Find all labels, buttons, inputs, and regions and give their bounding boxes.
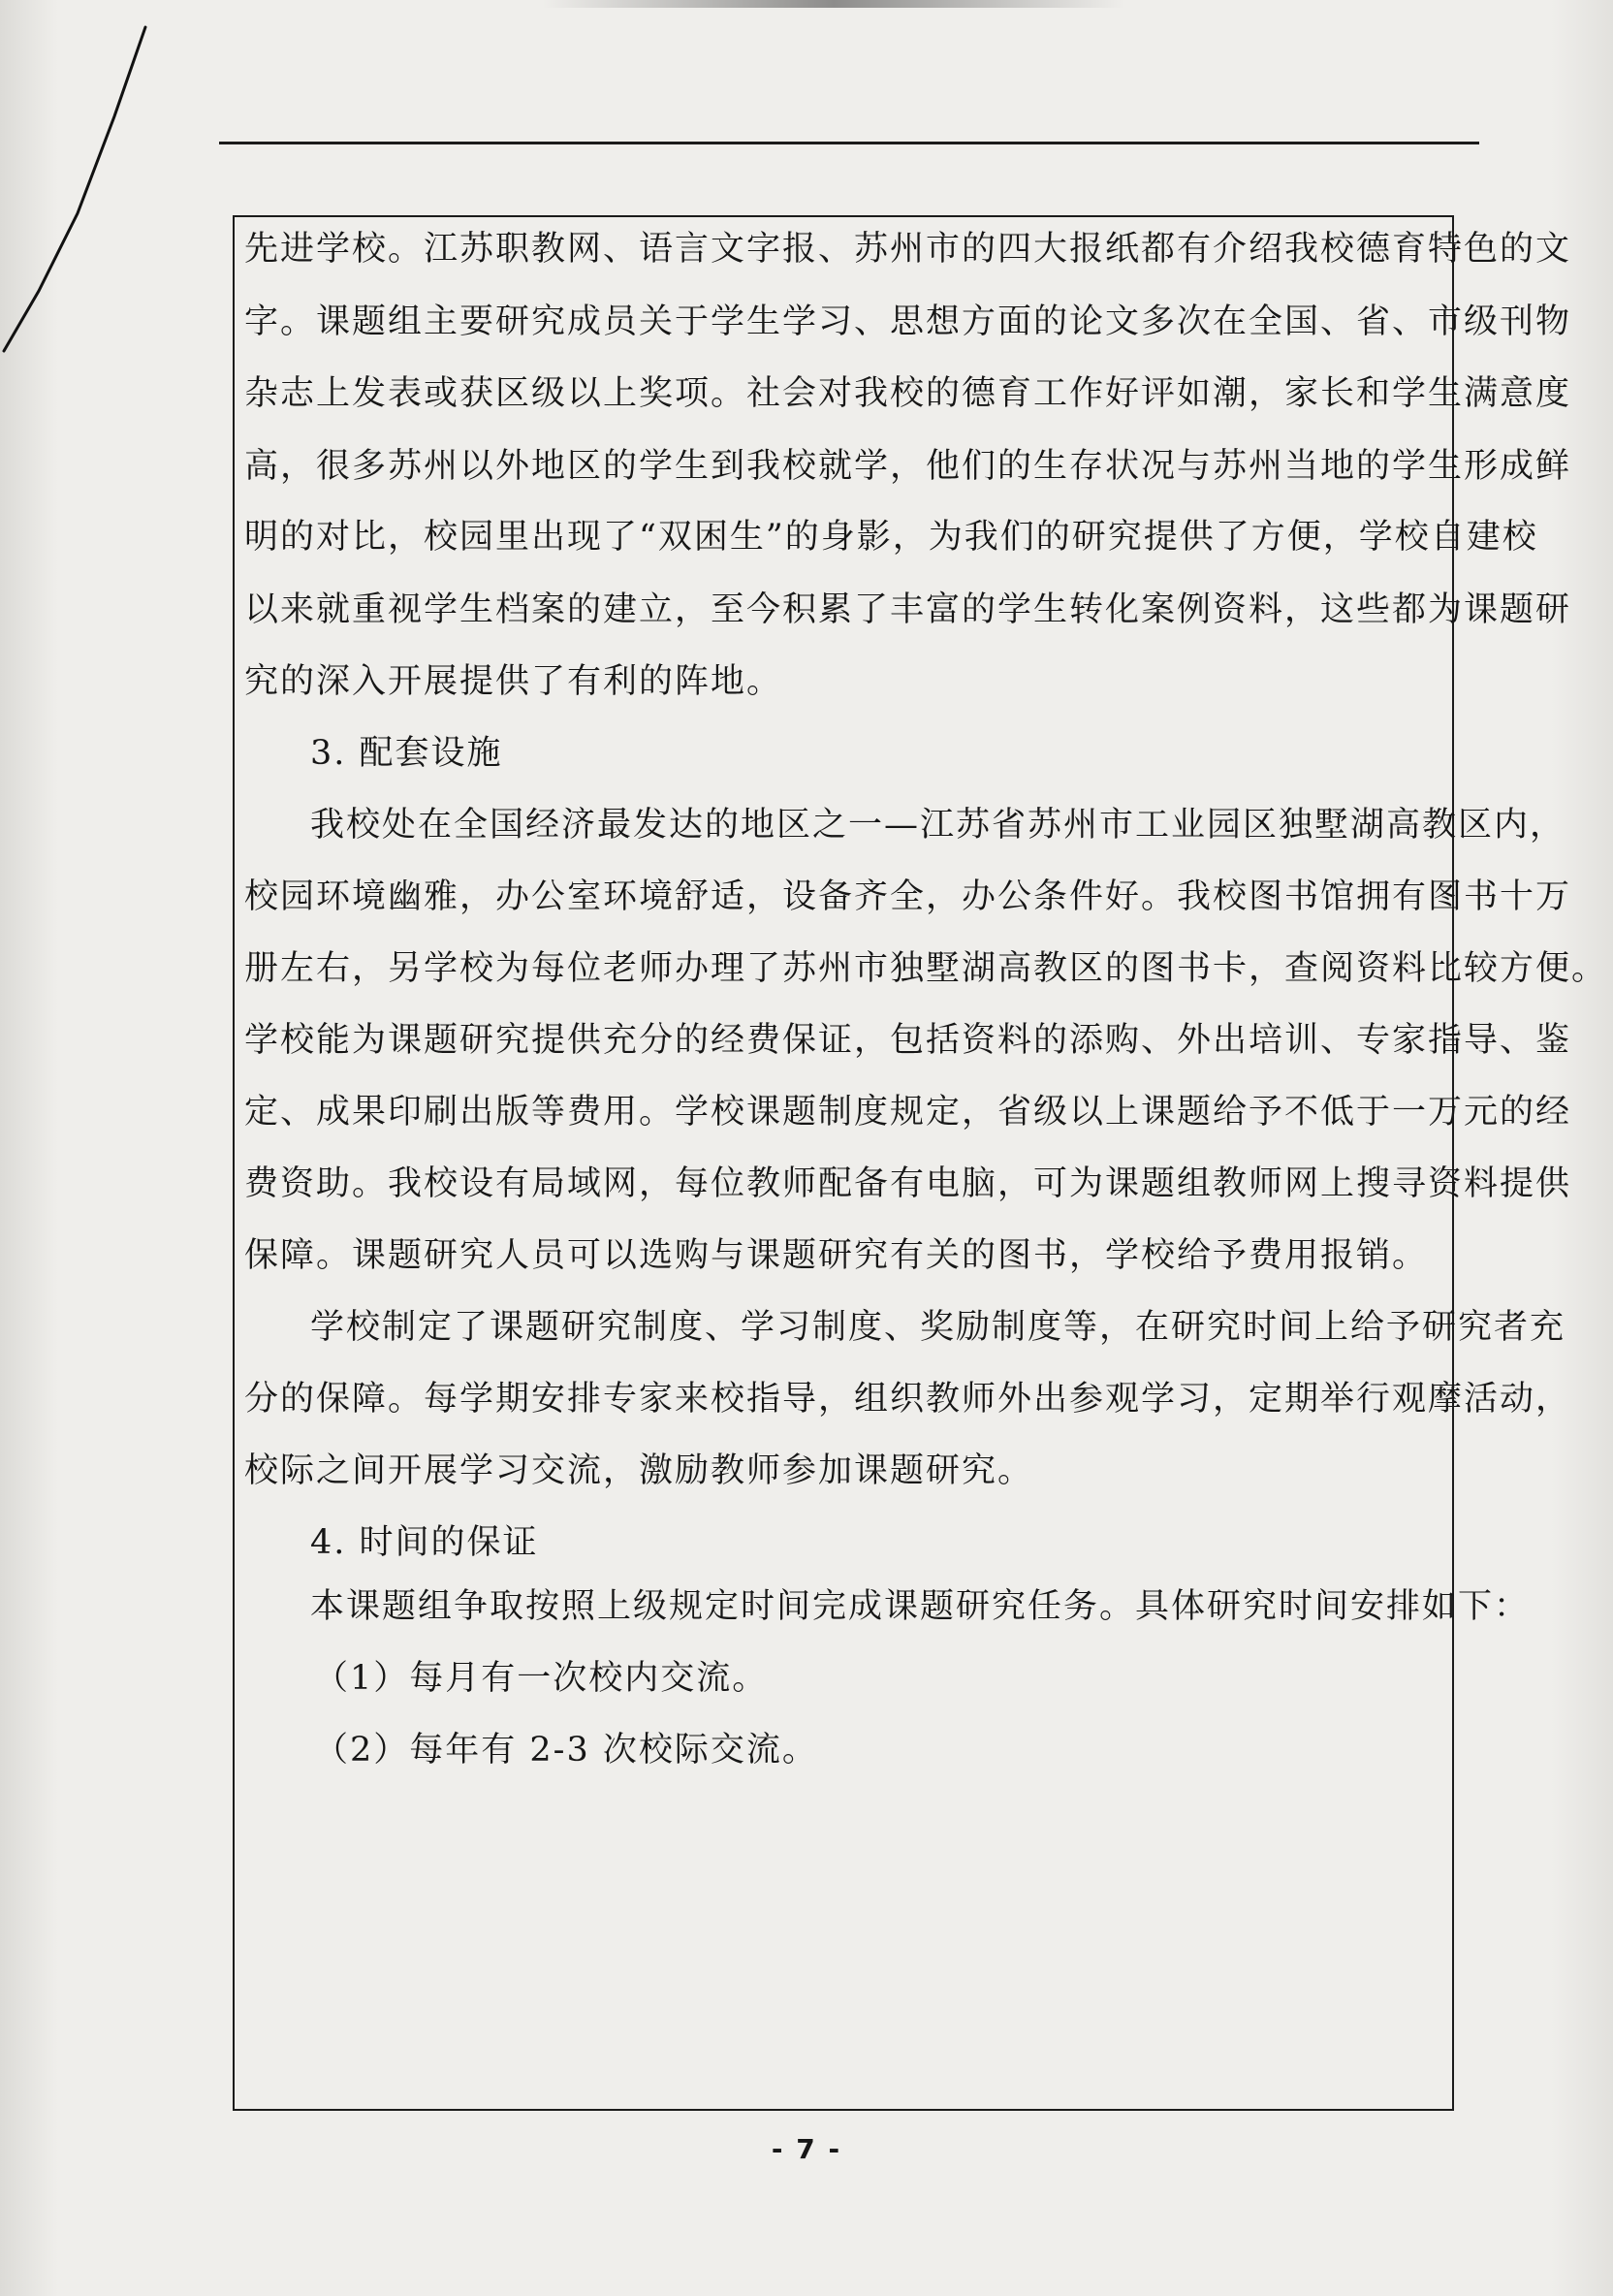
text-line: 字。课题组主要研究成员关于学生学习、思想方面的论文多次在全国、省、市级刊物 [244,303,1572,341]
text-line: 本课题组争取按照上级规定时间完成课题研究任务。具体研究时间安排如下： [310,1587,1531,1626]
text-line: 学校能为课题研究提供充分的经费保证，包括资料的添购、外出培训、专家指导、鉴 [244,1021,1572,1060]
section-heading: 4. 时间的保证 [310,1523,539,1562]
scan-smudge [543,0,1124,8]
section-heading: 3. 配套设施 [310,734,503,773]
scan-edge-stroke [0,0,194,388]
text-line: 明的对比，校园里出现了“双困生”的身影，为我们的研究提供了方便，学校自建校 [244,518,1538,557]
list-item: （1）每月有一次校内交流。 [314,1659,769,1698]
text-line: 以来就重视学生档案的建立，至今积累了丰富的学生转化案例资料，这些都为课题研 [244,590,1572,629]
text-line: 册左右，另学校为每位老师办理了苏州市独墅湖高教区的图书卡，查阅资料比较方便。 [244,949,1608,988]
text-line: 定、成果印刷出版等费用。学校课题制度规定，省级以上课题给予不低于一万元的经 [244,1093,1572,1132]
page-number: - 7 - [771,2133,842,2165]
text-line: 我校处在全国经济最发达的地区之一—江苏省苏州市工业园区独墅湖高教区内， [310,806,1566,845]
text-line: 保障。课题研究人员可以选购与课题研究有关的图书，学校给予费用报销。 [244,1236,1429,1275]
text-line: 杂志上发表或获区级以上奖项。社会对我校的德育工作好评如潮，家长和学生满意度 [244,374,1572,413]
list-item: （2）每年有 2-3 次校际交流。 [314,1731,818,1770]
text-line: 先进学校。江苏职教网、语言文字报、苏州市的四大报纸都有介绍我校德育特色的文 [244,230,1572,269]
text-line: 高，很多苏州以外地区的学生到我校就学，他们的生存状况与苏州当地的学生形成鲜 [244,447,1572,486]
text-line: 校际之间开展学习交流，激励教师参加课题研究。 [244,1451,1034,1490]
text-line: 学校制定了课题研究制度、学习制度、奖励制度等，在研究时间上给予研究者充 [310,1308,1566,1347]
text-line: 分的保障。每学期安排专家来校指导，组织教师外出参观学习，定期举行观摩活动， [244,1380,1572,1419]
text-line: 究的深入开展提供了有利的阵地。 [244,662,783,701]
text-line: 校园环境幽雅，办公室环境舒适，设备齐全，办公条件好。我校图书馆拥有图书十万 [244,877,1572,916]
header-rule [219,142,1479,144]
text-line: 费资助。我校设有局域网，每位教师配备有电脑，可为课题组教师网上搜寻资料提供 [244,1164,1572,1203]
